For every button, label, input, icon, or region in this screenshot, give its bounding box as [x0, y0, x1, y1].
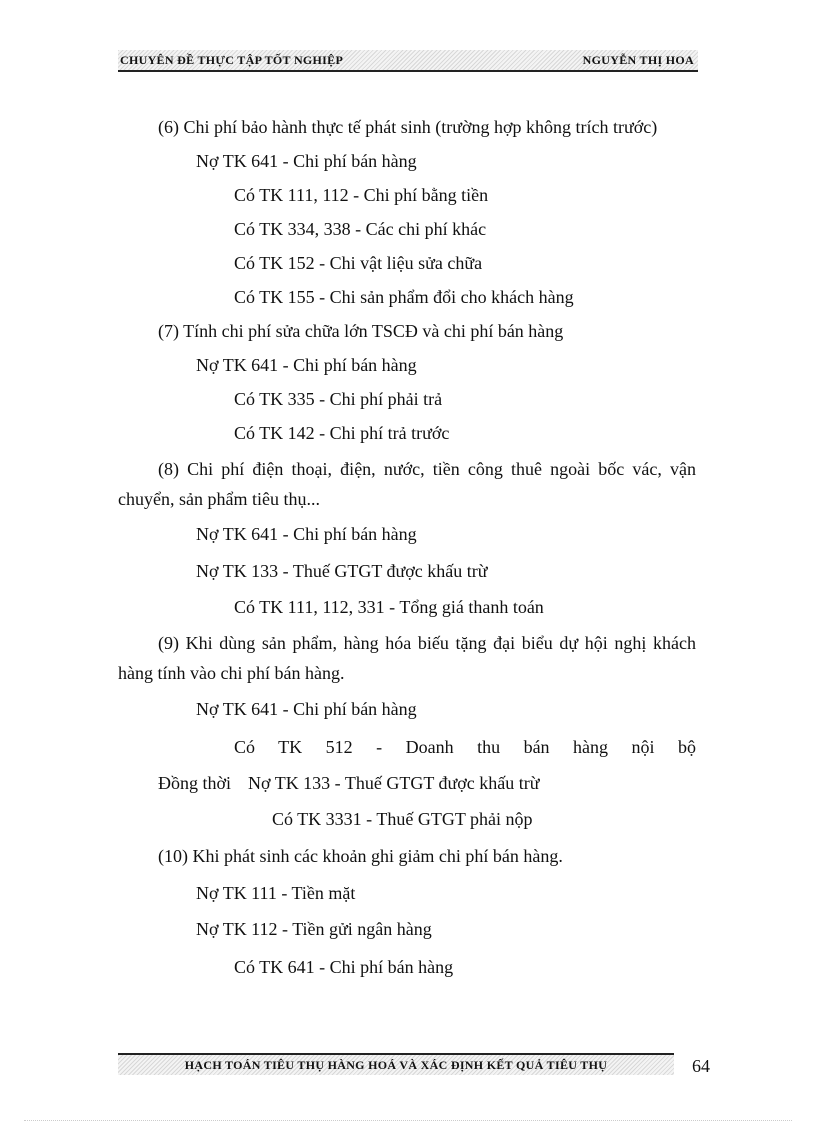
page-header: [118, 50, 698, 72]
entry-credit: Có TK 111, 112 - Chi phí bằng tiền: [234, 185, 489, 205]
entry-credit: Có TK 641 - Chi phí bán hàng: [234, 957, 454, 977]
entry-debit: Nợ TK 641 - Chi phí bán hàng: [196, 699, 417, 719]
entry-debit: Nợ TK 111 - Tiền mặt: [196, 883, 356, 903]
header-left-title: CHUYÊN ĐỀ THỰC TẬP TỐT NGHIỆP: [120, 53, 344, 67]
entry-credit: Có TK 3331 - Thuế GTGT phải nộp: [272, 809, 533, 829]
entry-credit: Có TK 334, 338 - Các chi phí khác: [234, 219, 487, 239]
item-8-heading: (8) Chi phí điện thoại, điện, nước, tiền công thuê ngoài bốc vác, vận: [158, 459, 696, 479]
simultaneously-label: Đồng thời: [158, 773, 232, 793]
header-author: NGUYỄN THỊ HOA: [582, 53, 694, 67]
entry-credit: Có TK 152 - Chi vật liệu sửa chữa: [234, 253, 483, 273]
entry-debit: Nợ TK 133 - Thuế GTGT được khấu trừ: [196, 561, 488, 581]
item-10-heading: (10) Khi phát sinh các khoản ghi giảm chi phí bán hàng.: [158, 846, 563, 866]
entry-debit: Nợ TK 641 - Chi phí bán hàng: [196, 151, 417, 171]
entry-credit: Có TK 111, 112, 331 - Tổng giá thanh toán: [234, 597, 544, 617]
page-edge-divider: [24, 1120, 792, 1121]
item-6-heading: (6) Chi phí bảo hành thực tế phát sinh (trường hợp không trích trước): [158, 117, 658, 137]
entry-debit: Nợ TK 112 - Tiền gửi ngân hàng: [196, 919, 432, 939]
page-footer: [118, 1053, 674, 1075]
footer-title: HẠCH TOÁN TIÊU THỤ HÀNG HOÁ VÀ XÁC ĐỊNH KẾT QUẢ TIÊU THỤ: [184, 1058, 608, 1072]
item-8-continuation: chuyển, sản phẩm tiêu thụ...: [118, 489, 320, 509]
entry-credit: Có TK 335 - Chi phí phải trả: [234, 389, 443, 409]
entry-credit: Có TK 512 - Doanh thu bán hàng nội bộ: [234, 737, 696, 757]
entry-credit: Có TK 155 - Chi sản phẩm đổi cho khách hàng: [234, 287, 574, 307]
page-number: 64: [692, 1056, 710, 1076]
item-7-heading: (7) Tính chi phí sửa chữa lớn TSCĐ và chi phí bán hàng: [158, 321, 564, 341]
item-9-heading: (9) Khi dùng sản phẩm, hàng hóa biếu tặng đại biểu dự hội nghị khách: [158, 633, 696, 653]
entry-debit: Nợ TK 641 - Chi phí bán hàng: [196, 355, 417, 375]
entry-debit: Nợ TK 133 - Thuế GTGT được khấu trừ: [248, 773, 540, 793]
entry-credit: Có TK 142 - Chi phí trả trước: [234, 423, 450, 443]
entry-debit: Nợ TK 641 - Chi phí bán hàng: [196, 524, 417, 544]
item-9-continuation: hàng tính vào chi phí bán hàng.: [118, 663, 345, 683]
